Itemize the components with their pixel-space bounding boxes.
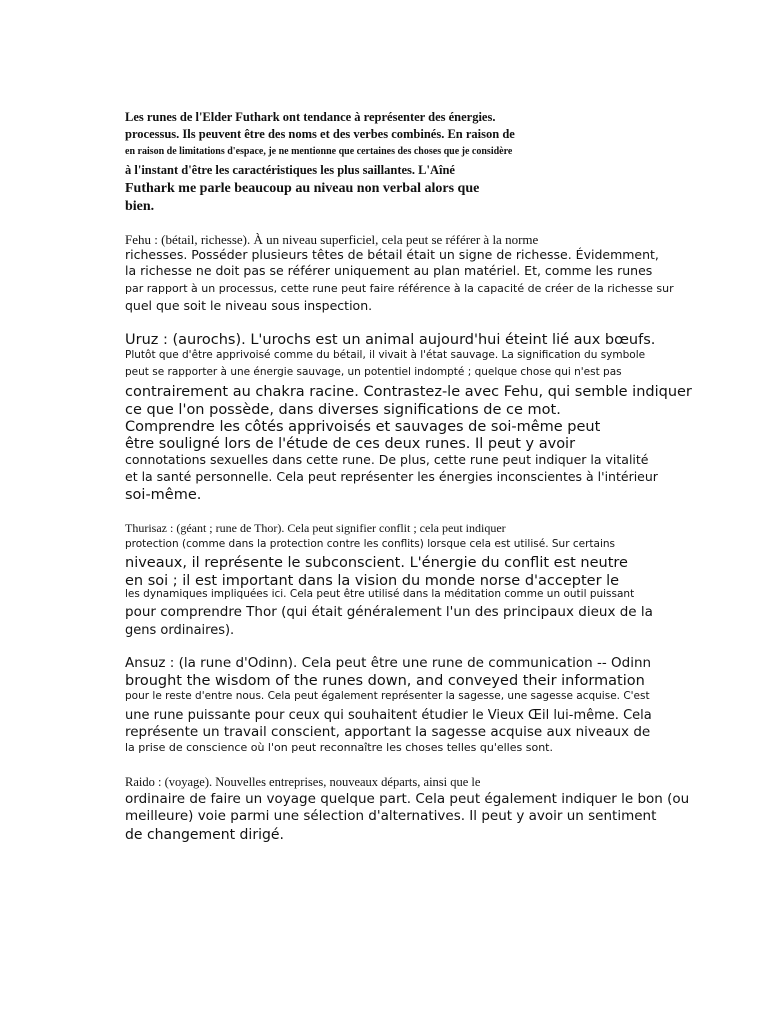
ansuz-line: représente un travail conscient, apportant la sagesse acquise aux niveaux de [125, 724, 651, 740]
ansuz-line: la prise de conscience où l'on peut reconnaître les choses telles qu'elles sont. [125, 741, 553, 754]
raido-line: ordinaire de faire un voyage quelque part. Cela peut également indiquer le bon (ou [125, 791, 690, 807]
intro-line: en raison de limitations d'espace, je ne mentionne que certaines des choses que je considère [125, 146, 513, 157]
intro-line: Futhark me parle beaucoup au niveau non verbal alors que [125, 181, 480, 196]
fehu-line: par rapport à un processus, cette rune peut faire référence à la capacité de créer de la richesse sur [125, 282, 674, 295]
raido-line: meilleure) voie parmi une sélection d'alternatives. Il peut y avoir un sentiment [125, 808, 657, 824]
thurisaz-line: en soi ; il est important dans la vision du monde norse d'accepter le [125, 573, 620, 589]
thurisaz-line: Thurisaz : (géant ; rune de Thor). Cela peut signifier conflit ; cela peut indiquer [125, 521, 506, 535]
uruz-line: être souligné lors de l'étude de ces deux runes. Il peut y avoir [125, 436, 576, 452]
thurisaz-line: niveaux, il représente le subconscient. L'énergie du conflit est neutre [125, 555, 628, 571]
ansuz-line: brought the wisdom of the runes down, and conveyed their information [125, 673, 645, 689]
fehu-line: la richesse ne doit pas se référer uniquement au plan matériel. Et, comme les runes [125, 263, 653, 278]
ansuz-line: une rune puissante pour ceux qui souhaitent étudier le Vieux Œil lui-même. Cela [125, 708, 652, 723]
uruz-line: et la santé personnelle. Cela peut représenter les énergies inconscientes à l'intérieur [125, 469, 658, 484]
ansuz-line: Ansuz : (la rune d'Odinn). Cela peut être une rune de communication -- Odinn [125, 655, 652, 671]
uruz-line: ce que l'on possède, dans diverses significations de ce mot. [125, 402, 561, 418]
intro-line: processus. Ils peuvent être des noms et des verbes combinés. En raison de [125, 127, 515, 141]
thurisaz-line: les dynamiques impliquées ici. Cela peut être utilisé dans la méditation comme un outil puissant [125, 588, 635, 600]
fehu-line: Fehu : (bétail, richesse). À un niveau superficiel, cela peut se référer à la norme [125, 232, 539, 247]
ansuz-line: pour le reste d'entre nous. Cela peut également représenter la sagesse, une sagesse acquise. C'est [125, 690, 650, 702]
raido-line: de changement dirigé. [125, 827, 284, 843]
intro-line: à l'instant d'être les caractéristiques les plus saillantes. L'Aîné [125, 163, 455, 177]
intro-line: Les runes de l'Elder Futhark ont tendance à représenter des énergies. [125, 110, 496, 124]
uruz-line: connotations sexuelles dans cette rune. De plus, cette rune peut indiquer la vitalité [125, 452, 649, 467]
uruz-line: soi-même. [125, 487, 202, 503]
raido-line: Raido : (voyage). Nouvelles entreprises, nouveaux départs, ainsi que le [125, 775, 481, 789]
uruz-line: contrairement au chakra racine. Contrastez-le avec Fehu, qui semble indiquer [125, 384, 692, 400]
fehu-line: quel que soit le niveau sous inspection. [125, 298, 373, 313]
uruz-line: Plutôt que d'être apprivoisé comme du bétail, il vivait à l'état sauvage. La signification du symbole [125, 349, 646, 361]
thurisaz-line: gens ordinaires). [125, 623, 235, 638]
uruz-line: Uruz : (aurochs). L'urochs est un animal aujourd'hui éteint lié aux bœufs. [125, 332, 656, 348]
intro-line: bien. [125, 199, 155, 214]
thurisaz-line: protection (comme dans la protection contre les conflits) lorsque cela est utilisé. Sur certains [125, 538, 615, 550]
thurisaz-line: pour comprendre Thor (qui était généralement l'un des principaux dieux de la [125, 604, 653, 620]
uruz-line: Comprendre les côtés apprivoisés et sauvages de soi-même peut [125, 419, 601, 435]
uruz-line: peut se rapporter à une énergie sauvage, un potentiel indompté ; quelque chose qui n'est pas [125, 366, 622, 378]
fehu-line: richesses. Posséder plusieurs têtes de bétail était un signe de richesse. Évidemment, [125, 247, 659, 262]
